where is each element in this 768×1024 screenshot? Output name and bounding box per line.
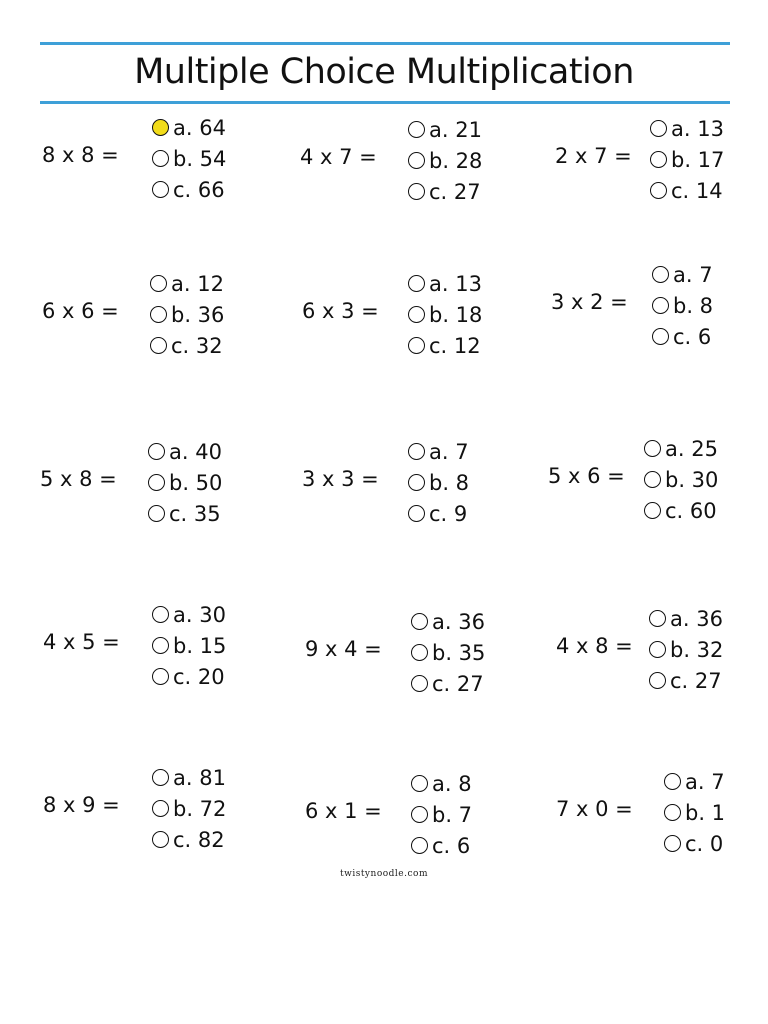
choice-c[interactable] — [408, 498, 518, 529]
choice-b[interactable] — [652, 290, 762, 321]
choice-a[interactable] — [150, 268, 260, 299]
choice-c[interactable] — [411, 668, 521, 699]
choice-label: b. 8 — [673, 293, 714, 318]
answer-choices — [408, 114, 518, 207]
answer-choices — [411, 768, 521, 861]
choice-label: c. 82 — [173, 827, 225, 852]
choice-label: a. 36 — [670, 606, 723, 631]
choice-label: c. 6 — [432, 833, 471, 858]
choice-label: b. 18 — [429, 302, 483, 327]
radio-bubble-icon[interactable] — [152, 668, 169, 685]
title-bottom-rule — [40, 101, 730, 104]
radio-bubble-icon[interactable] — [649, 672, 666, 689]
equation-text: 7 x 0 = — [556, 797, 633, 821]
answer-choices — [411, 606, 521, 699]
radio-bubble-icon[interactable] — [408, 152, 425, 169]
equation-text: 8 x 8 = — [42, 143, 119, 167]
problem-2 — [300, 114, 550, 210]
choice-b[interactable] — [411, 799, 521, 830]
choice-b[interactable] — [408, 299, 518, 330]
radio-bubble-icon[interactable] — [644, 471, 661, 488]
radio-bubble-icon[interactable] — [650, 151, 667, 168]
answer-choices — [644, 433, 754, 526]
choice-b[interactable] — [411, 637, 521, 668]
problem-4 — [42, 268, 292, 364]
choice-label: c. 60 — [665, 498, 717, 523]
choice-label: c. 14 — [671, 178, 723, 203]
radio-bubble-icon[interactable] — [150, 306, 167, 323]
answer-choices — [150, 268, 260, 361]
choice-label: b. 15 — [173, 633, 227, 658]
choice-a[interactable] — [411, 606, 521, 637]
radio-bubble-icon[interactable] — [150, 337, 167, 354]
problem-10 — [43, 599, 293, 695]
choice-label: a. 12 — [171, 271, 224, 296]
choice-label: c. 66 — [173, 177, 225, 202]
choice-c[interactable] — [644, 495, 754, 526]
choice-label: b. 7 — [432, 802, 473, 827]
choice-label: a. 36 — [432, 609, 485, 634]
choice-b[interactable] — [150, 299, 260, 330]
problem-8 — [302, 436, 552, 532]
answer-choices — [408, 268, 518, 361]
choice-label: b. 50 — [169, 470, 223, 495]
choice-label: c. 0 — [685, 831, 724, 856]
radio-bubble-icon[interactable] — [408, 183, 425, 200]
radio-bubble-icon[interactable] — [152, 831, 169, 848]
radio-bubble-icon[interactable] — [649, 610, 666, 627]
choice-label: a. 13 — [671, 116, 724, 141]
choice-a[interactable] — [644, 433, 754, 464]
equation-text: 5 x 8 = — [40, 467, 117, 491]
radio-bubble-icon[interactable] — [664, 773, 681, 790]
radio-bubble-icon[interactable] — [152, 119, 169, 136]
radio-bubble-icon[interactable] — [408, 275, 425, 292]
equation-text: 3 x 2 = — [551, 290, 628, 314]
choice-label: b. 28 — [429, 148, 483, 173]
equation-text: 4 x 5 = — [43, 630, 120, 654]
radio-bubble-icon[interactable] — [408, 474, 425, 491]
choice-b[interactable] — [152, 793, 262, 824]
radio-bubble-icon[interactable] — [650, 120, 667, 137]
radio-bubble-icon[interactable] — [411, 837, 428, 854]
radio-bubble-icon[interactable] — [649, 641, 666, 658]
choice-label: b. 8 — [429, 470, 470, 495]
radio-bubble-icon[interactable] — [152, 637, 169, 654]
choice-a[interactable] — [152, 112, 262, 143]
problem-6 — [551, 259, 768, 355]
choice-b[interactable] — [644, 464, 754, 495]
equation-text: 6 x 3 = — [302, 299, 379, 323]
radio-bubble-icon[interactable] — [408, 443, 425, 460]
radio-bubble-icon[interactable] — [644, 502, 661, 519]
title-top-rule — [40, 42, 730, 45]
equation-text: 2 x 7 = — [555, 144, 632, 168]
radio-bubble-icon[interactable] — [408, 505, 425, 522]
answer-choices — [650, 113, 760, 206]
choice-c[interactable] — [411, 830, 521, 861]
radio-bubble-icon[interactable] — [652, 328, 669, 345]
equation-text: 4 x 7 = — [300, 145, 377, 169]
choice-label: a. 7 — [685, 769, 725, 794]
radio-bubble-icon[interactable] — [152, 769, 169, 786]
answer-choices — [152, 112, 262, 205]
choice-c[interactable] — [664, 828, 768, 859]
choice-label: a. 7 — [673, 262, 713, 287]
choice-a[interactable] — [664, 766, 768, 797]
radio-bubble-icon[interactable] — [408, 121, 425, 138]
problem-5 — [302, 268, 552, 364]
equation-text: 5 x 6 = — [548, 464, 625, 488]
problem-3 — [555, 113, 768, 209]
equation-text: 9 x 4 = — [305, 637, 382, 661]
choice-a[interactable] — [148, 436, 258, 467]
radio-bubble-icon[interactable] — [411, 613, 428, 630]
choice-label: a. 8 — [432, 771, 472, 796]
choice-label: a. 21 — [429, 117, 482, 142]
choice-a[interactable] — [649, 603, 759, 634]
radio-bubble-icon[interactable] — [148, 505, 165, 522]
choice-label: c. 9 — [429, 501, 468, 526]
radio-bubble-icon[interactable] — [152, 800, 169, 817]
choice-label: b. 72 — [173, 796, 227, 821]
choice-b[interactable] — [664, 797, 768, 828]
choice-label: b. 32 — [670, 637, 724, 662]
choice-a[interactable] — [411, 768, 521, 799]
choice-label: c. 6 — [673, 324, 712, 349]
choice-c[interactable] — [148, 498, 258, 529]
choice-b[interactable] — [649, 634, 759, 665]
choice-a[interactable] — [652, 259, 762, 290]
radio-bubble-icon[interactable] — [411, 775, 428, 792]
equation-text: 6 x 6 = — [42, 299, 119, 323]
radio-bubble-icon[interactable] — [652, 297, 669, 314]
radio-bubble-icon[interactable] — [408, 306, 425, 323]
radio-bubble-icon[interactable] — [644, 440, 661, 457]
problem-13 — [43, 762, 293, 858]
choice-b[interactable] — [650, 144, 760, 175]
choice-label: b. 17 — [671, 147, 725, 172]
worksheet-title: Multiple Choice Multiplication — [134, 52, 634, 92]
choice-b[interactable] — [408, 467, 518, 498]
problem-11 — [305, 606, 555, 702]
problem-7 — [40, 436, 290, 532]
choice-label: c. 27 — [670, 668, 722, 693]
choice-b[interactable] — [408, 145, 518, 176]
radio-bubble-icon[interactable] — [148, 443, 165, 460]
equation-text: 4 x 8 = — [556, 634, 633, 658]
radio-bubble-icon[interactable] — [150, 275, 167, 292]
choice-c[interactable] — [150, 330, 260, 361]
radio-bubble-icon[interactable] — [411, 644, 428, 661]
choice-c[interactable] — [152, 174, 262, 205]
radio-bubble-icon[interactable] — [152, 150, 169, 167]
answer-choices — [649, 603, 759, 696]
choice-b[interactable] — [152, 143, 262, 174]
choice-label: b. 35 — [432, 640, 486, 665]
choice-a[interactable] — [408, 268, 518, 299]
radio-bubble-icon[interactable] — [152, 181, 169, 198]
choice-c[interactable] — [408, 176, 518, 207]
answer-choices — [152, 599, 262, 692]
choice-label: b. 30 — [665, 467, 719, 492]
problem-15 — [556, 766, 768, 862]
choice-label: a. 81 — [173, 765, 226, 790]
answer-choices — [664, 766, 768, 859]
problem-1 — [42, 112, 292, 208]
answer-choices — [652, 259, 762, 352]
choice-c[interactable] — [152, 824, 262, 855]
choice-c[interactable] — [650, 175, 760, 206]
choice-label: b. 1 — [685, 800, 726, 825]
choice-b[interactable] — [148, 467, 258, 498]
radio-bubble-icon[interactable] — [650, 182, 667, 199]
choice-label: a. 25 — [665, 436, 718, 461]
choice-label: c. 32 — [171, 333, 223, 358]
problem-9 — [548, 433, 768, 529]
equation-text: 8 x 9 = — [43, 793, 120, 817]
choice-label: a. 40 — [169, 439, 222, 464]
radio-bubble-icon[interactable] — [152, 606, 169, 623]
radio-bubble-icon[interactable] — [664, 835, 681, 852]
choice-label: a. 13 — [429, 271, 482, 296]
choice-c[interactable] — [649, 665, 759, 696]
radio-bubble-icon[interactable] — [411, 675, 428, 692]
radio-bubble-icon[interactable] — [411, 806, 428, 823]
choice-a[interactable] — [152, 599, 262, 630]
radio-bubble-icon[interactable] — [408, 337, 425, 354]
problem-14 — [305, 768, 555, 864]
choice-c[interactable] — [408, 330, 518, 361]
choice-label: a. 7 — [429, 439, 469, 464]
choice-b[interactable] — [152, 630, 262, 661]
choice-a[interactable] — [152, 762, 262, 793]
choice-label: c. 35 — [169, 501, 221, 526]
radio-bubble-icon[interactable] — [652, 266, 669, 283]
choice-a[interactable] — [408, 114, 518, 145]
choice-c[interactable] — [652, 321, 762, 352]
choice-label: c. 27 — [432, 671, 484, 696]
answer-choices — [152, 762, 262, 855]
answer-choices — [408, 436, 518, 529]
answer-choices — [148, 436, 258, 529]
choice-label: b. 36 — [171, 302, 225, 327]
radio-bubble-icon[interactable] — [664, 804, 681, 821]
choice-label: c. 20 — [173, 664, 225, 689]
choice-label: b. 54 — [173, 146, 227, 171]
choice-label: a. 30 — [173, 602, 226, 627]
choice-a[interactable] — [650, 113, 760, 144]
problem-12 — [556, 603, 768, 699]
footer-credit: twistynoodle.com — [340, 869, 428, 879]
choice-c[interactable] — [152, 661, 262, 692]
choice-label: c. 27 — [429, 179, 481, 204]
choice-a[interactable] — [408, 436, 518, 467]
choice-label: c. 12 — [429, 333, 481, 358]
choice-label: a. 64 — [173, 115, 226, 140]
equation-text: 6 x 1 = — [305, 799, 382, 823]
radio-bubble-icon[interactable] — [148, 474, 165, 491]
equation-text: 3 x 3 = — [302, 467, 379, 491]
